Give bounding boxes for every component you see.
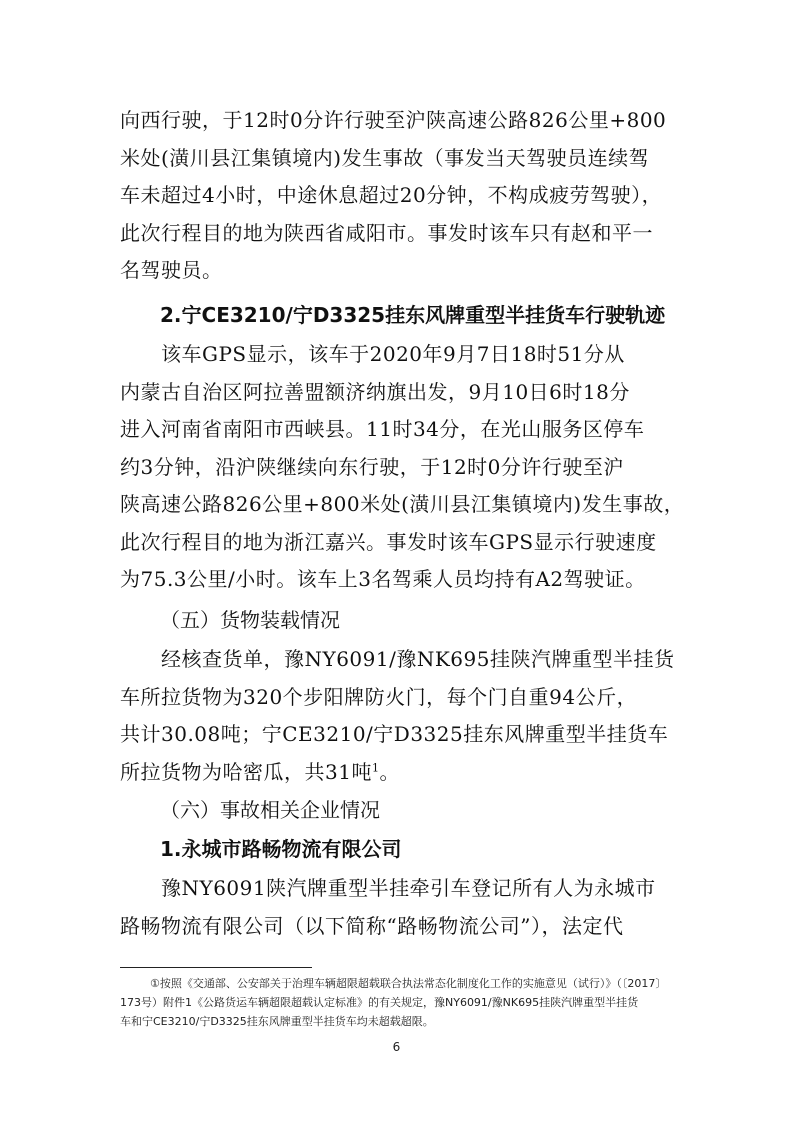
text-line: 豫NY6091陕汽牌重型半挂牵引车登记所有人为永城市 [120,876,656,900]
paragraph-company [120,870,680,945]
text-line: 米处(潢川县江集镇境内)发生事故（事发当天驾驶员连续驾 [120,145,650,170]
text-line: 为75.3公里/小时。该车上3名驾乘人员均持有A2驾驶证。 [120,567,646,591]
paragraph-vehicle2-track [120,336,685,599]
text-line: 经核查货单，豫NY6091/豫NK695挂陕汽牌重型半挂货 [120,647,675,671]
footnote-line: ①按照《交通部、公安部关于治理车辆超限超载联合执法常态化制度化工作的实施意见（试行）》（〔2017〕 [150,977,667,990]
text-line: 路畅物流有限公司（以下简称“路畅物流公司”），法定代 [120,913,624,938]
text-line-body: 所拉货物为哈密瓜，共31吨 [120,759,372,784]
footnote-line: 173号）附件1《公路货运车辆超限超载认定标准》的有关规定，豫NY6091/豫NK695挂陕汽牌重型半挂货 [120,996,639,1009]
text-line-tail: 。 [379,759,400,784]
text-line: 此次行程目的地为陕西省咸阳市。事发时该车只有赵和平一 [120,220,653,245]
subheading-vehicle2-track: 2.宁CE3210/宁D3325挂东风牌重型半挂货车行驶轨迹 [160,303,666,327]
text-line: 此次行程目的地为浙江嘉兴。事发时该车GPS显示行驶速度 [120,529,657,554]
text-line: 该车GPS显示，该车于2020年9月7日18时51分从 [120,342,625,366]
text-line: 车所拉货物为320个步阳牌防火门，每个门自重94公斤， [120,684,638,709]
text-line: 共计30.08吨；宁CE3210/宁D3325挂东风牌重型半挂货车 [120,722,669,746]
subheading-company: 1.永城市路畅物流有限公司 [160,837,402,861]
footnote-line: 车和宁CE3210/宁D3325挂东风牌重型半挂货车均未超载超限。 [120,1015,434,1028]
text-line: 内蒙古自治区阿拉善盟额济纳旗出发，9月10日6时18分 [120,379,630,404]
text-line: 向西行驶，于12时0分许行驶至沪陕高速公路826公里+800 [120,108,667,132]
text-line [120,754,680,792]
footnote [120,974,690,1031]
text-line: 约3分钟，沿沪陕继续向东行驶，于12时0分许行驶至沪 [120,454,624,479]
paragraph-cargo [120,641,680,791]
paragraph-vehicle1-track-end [120,102,680,290]
section-title-cargo: （五）货物装载情况 [160,608,340,632]
page-number: 6 [392,1040,401,1054]
footnote-divider [120,967,312,968]
text-line: 名驾驶员。 [120,258,223,282]
text-line: 车未超过4小时，中途休息超过20分钟，不构成疲劳驾驶）， [120,183,663,207]
text-line: 陕高速公路826公里+800米处(潢川县江集镇境内)发生事故， [120,492,685,516]
section-title-companies: （六）事故相关企业情况 [160,798,380,822]
text-line: 进入河南省南阳市西峡县。11时34分，在光山服务区停车 [120,417,645,441]
footnote-mark: 1 [371,760,380,774]
